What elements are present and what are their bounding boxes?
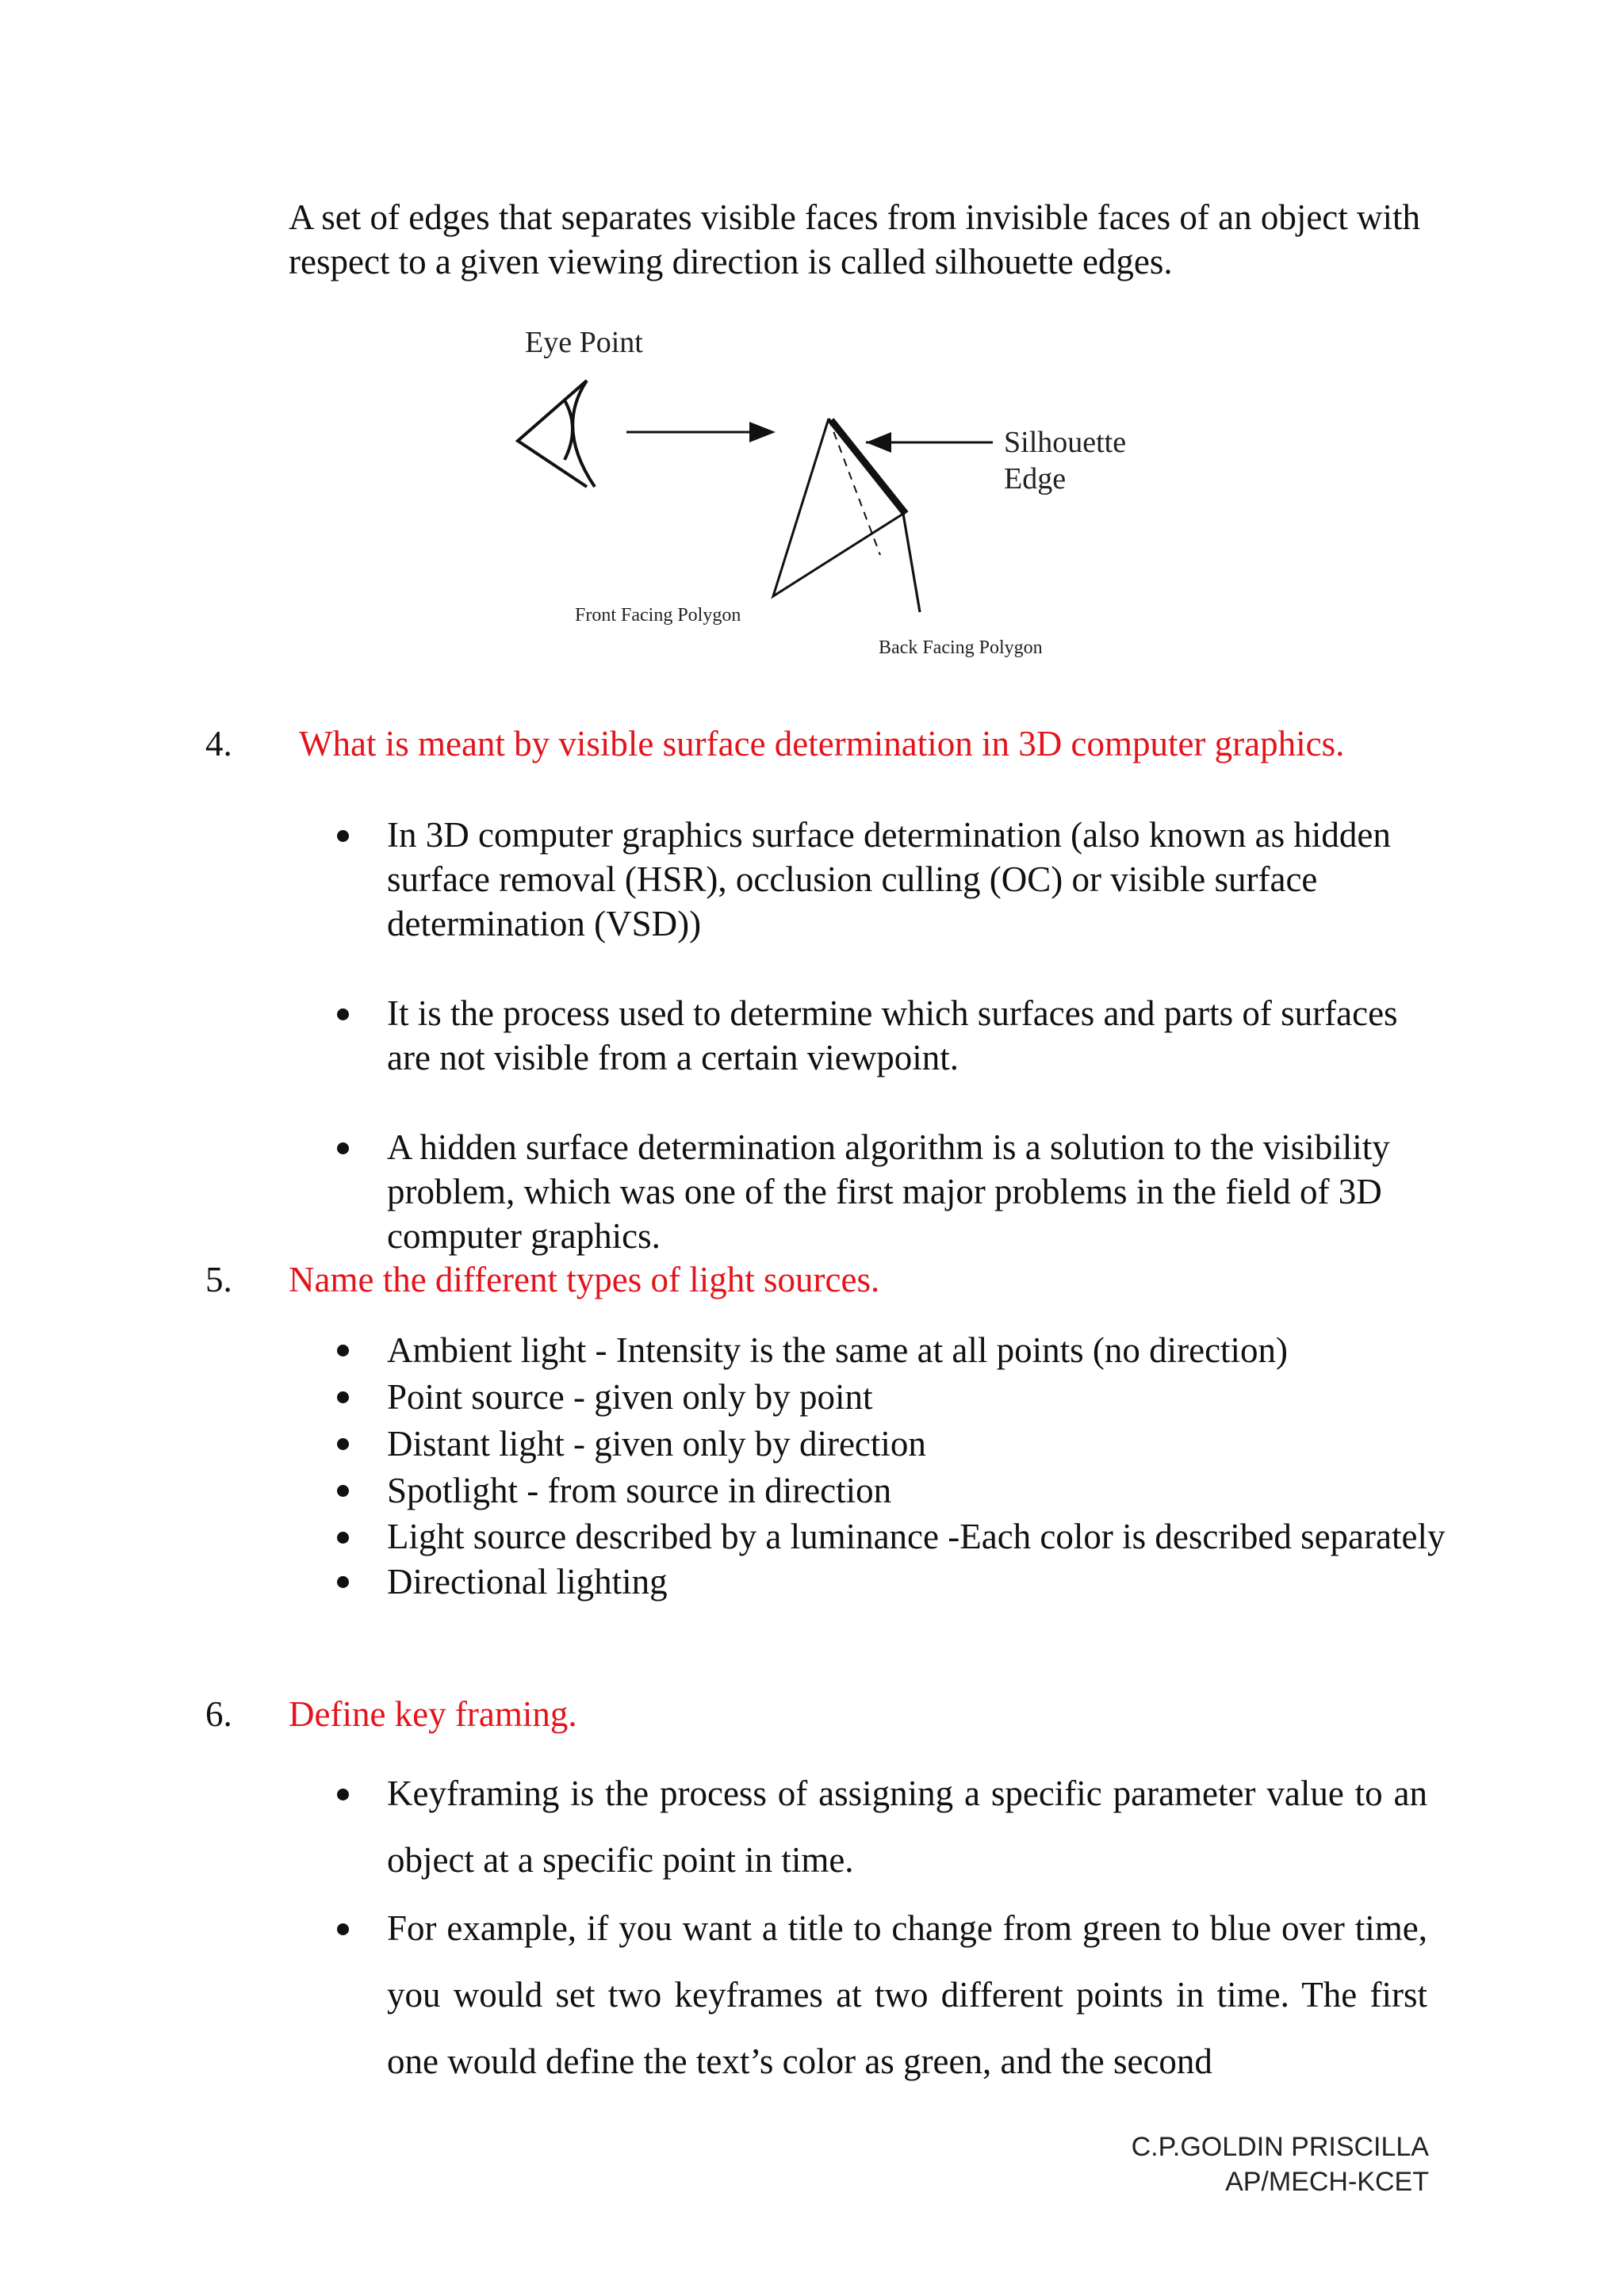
silhouette-edge-figure [508, 317, 1174, 666]
front-facing-label: Front Facing Polygon [575, 605, 741, 626]
question-4-title: What is meant by visible surface determination in 3D computer graphics. [299, 724, 1345, 763]
bullet-icon [337, 1485, 349, 1497]
question-4-number: 4. [205, 724, 232, 763]
list-item: Keyframing is the process of assigning a specific parameter value to an object at a specific point in time. [387, 1760, 1427, 1893]
question-5-title: Name the different types of light sources. [289, 1260, 880, 1299]
list-item: Point source - given only by point [387, 1374, 1450, 1421]
question-6-title: Define key framing. [289, 1694, 577, 1734]
list-item: For example, if you want a title to change from green to blue over time, you would set two keyframes at two different points in time. The first one would define the text’s color as green, and the second [387, 1895, 1427, 2095]
silhouette-label-2: Edge [1004, 462, 1067, 496]
footer-author: C.P.GOLDIN PRISCILLA [1131, 2132, 1429, 2162]
question-5-number: 5. [205, 1260, 232, 1299]
bullet-icon [337, 1142, 349, 1154]
bullet-icon [337, 1438, 349, 1450]
silhouette-arrow [866, 432, 993, 453]
list-item: It is the process used to determine which surfaces and parts of surfaces are not visible from a certain viewpoint. [387, 991, 1450, 1080]
bullet-icon [337, 830, 349, 842]
view-direction-arrow [626, 422, 776, 442]
polygon-shape [773, 419, 920, 612]
list-item: Directional lighting [387, 1559, 1450, 1605]
list-item: Distant light - given only by direction [387, 1421, 1450, 1468]
bullet-icon [337, 1008, 349, 1020]
list-item: In 3D computer graphics surface determination (also known as hidden surface removal (HSR), occlusion culling (OC) or visible surface determination (VSD)) [387, 813, 1450, 946]
bullet-icon [337, 1345, 349, 1357]
question-6-number: 6. [205, 1694, 232, 1734]
back-facing-label: Back Facing Polygon [879, 637, 1043, 658]
silhouette-edge-line [831, 420, 906, 514]
bullet-icon [337, 1789, 349, 1800]
footer-affiliation: AP/MECH-KCET [1225, 2167, 1429, 2197]
silhouette-label-1: Silhouette [1004, 426, 1127, 459]
question-4-answers [387, 813, 1450, 1258]
list-item: Light source described by a luminance -Each color is described separately [387, 1514, 1450, 1559]
eye-point-label: Eye Point [525, 326, 643, 359]
intro-paragraph: A set of edges that separates visible faces from invisible faces of an object with respect to a given viewing direction is called silhouette edges. [289, 197, 1421, 281]
bullet-icon [337, 1532, 349, 1544]
bullet-icon [337, 1923, 349, 1935]
list-item: A hidden surface determination algorithm is a solution to the visibility problem, which was one of the first major problems in the field of 3D computer graphics. [387, 1125, 1450, 1258]
list-item: Spotlight - from source in direction [387, 1468, 1450, 1514]
eye-icon [518, 381, 595, 487]
bullet-icon [337, 1391, 349, 1403]
bullet-icon [337, 1576, 349, 1588]
question-5-answers [387, 1327, 1450, 1605]
question-6-answers [387, 1760, 1427, 2095]
footer [1132, 2130, 1429, 2199]
list-item: Ambient light - Intensity is the same at all points (no direction) [387, 1327, 1450, 1374]
